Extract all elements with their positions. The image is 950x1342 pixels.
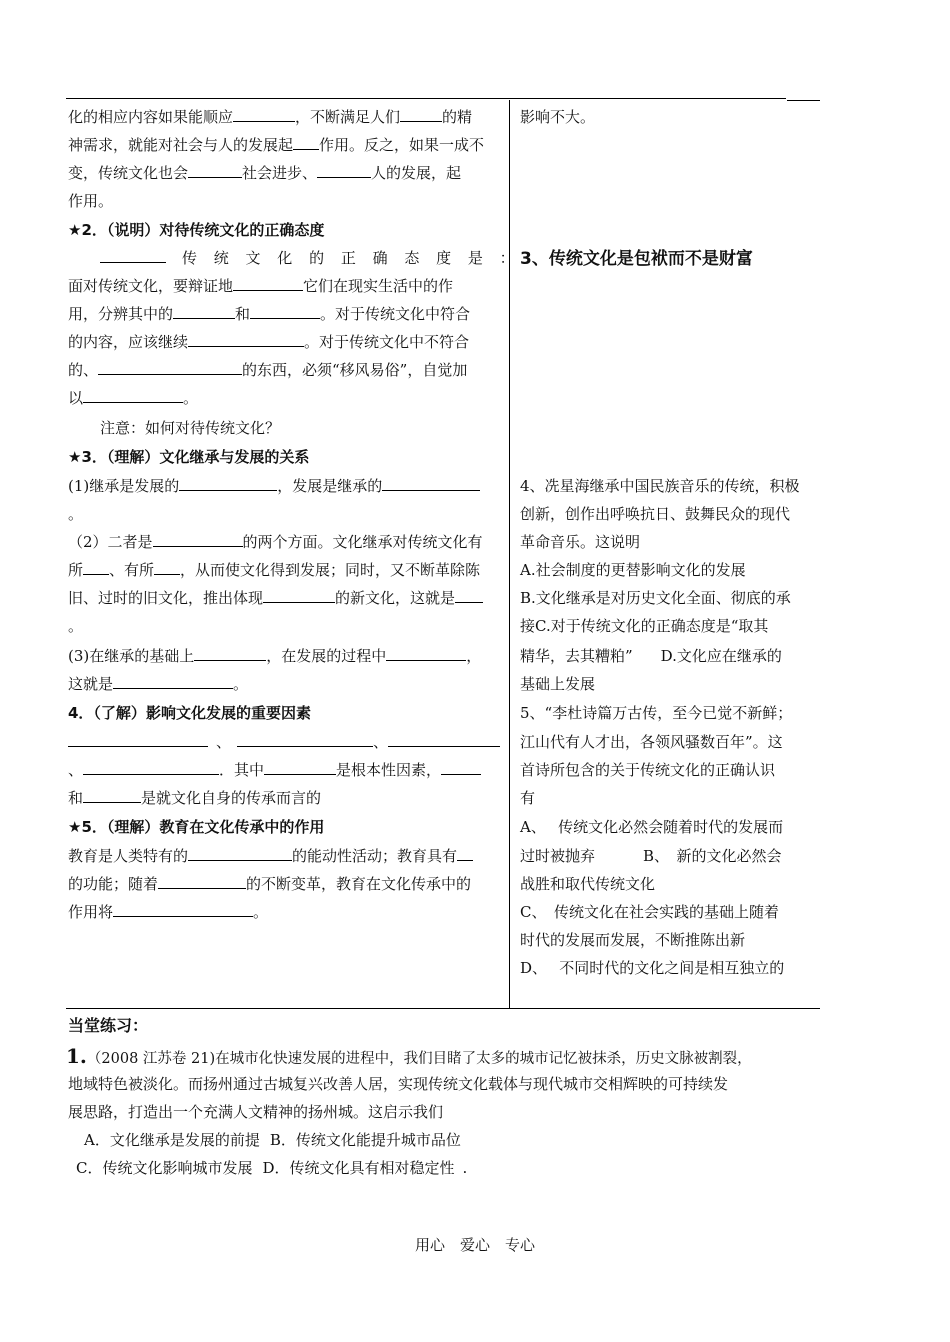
q4-option-d-end: 基础上发展 — [520, 675, 596, 693]
s5-line1: 教育是人类特有的 的能动性活动；教育具有 — [68, 846, 473, 866]
section3-heading: ★3．（理解）文化继承与发展的关系 — [68, 448, 310, 466]
q5-option-c: C、 传统文化在社会实践的基础上随着 — [520, 903, 779, 921]
practice-q1-line1: 1.（2008 江苏卷 21)在城市化快速发展的进程中，我们目睹了太多的城市记忆被抹杀，历史文脉被割裂， — [66, 1044, 752, 1068]
s2-line3: 用，分辨其中的 和 。对于传统文化中符合 — [68, 305, 471, 323]
s4-line3: 和 是就文化自身的传承而言的 — [68, 789, 322, 807]
header-rule — [66, 98, 786, 99]
s3-line2: 。 — [68, 505, 84, 523]
s5-line2: 的功能；随着 的不断变革，教育在文化传承中的 — [68, 875, 472, 893]
q5-line9: 时代的发展而发展，不断推陈出新 — [520, 931, 746, 949]
q4-option-c: 接C.对于传统文化的正确态度是“取其 — [520, 617, 769, 635]
practice-q1-options-cd: C．传统文化影响城市发展 D．传统文化具有相对稳定性 . — [76, 1159, 468, 1177]
s3-line5: 旧、过时的旧文化，推出体现 的新文化，这就是 — [68, 588, 483, 608]
right-continuation: 影响不大。 — [520, 108, 596, 126]
p1-line4: 作用。 — [68, 192, 114, 210]
s2-line6: 以 。 — [68, 389, 199, 407]
s3-line3: （2）二者是 的两个方面。文化继承对传统文化有 — [68, 533, 483, 551]
s3-line7: (3)在继承的基础上 ，在发展的过程中 ， — [68, 647, 482, 665]
practice-q1-line3: 展思路，打造出一个充满人文精神的扬州城。这启示我们 — [68, 1103, 444, 1121]
q4-line2: 创新，创作出呼唤抗日、鼓舞民众的现代 — [520, 505, 791, 523]
q5-line1: 5、“李杜诗篇万古传，至今已觉不新鲜； — [520, 704, 793, 722]
s3-line1: (1)继承是发展的 ，发展是继承的 — [68, 476, 480, 496]
practice-q1-line2: 地域特色被淡化。而扬州通过古城复兴改善人居，实现传统文化载体与现代城市交相辉映的可持续发 — [68, 1075, 729, 1093]
s4-line1: 、 、 — [68, 732, 500, 752]
q4-line7: 精华，去其糟粕” D.文化应在继承的 — [520, 647, 782, 665]
p1-line1: 化的相应内容如果能顺应 ，不断满足人们 的精 — [68, 108, 473, 126]
p1-line2: 神需求，就能对社会与人的发展起 作用。反之，如果一成不 — [68, 136, 485, 154]
q5-option-a: A、 传统文化必然会随着时代的发展而 — [520, 818, 784, 836]
q5-line3: 首诗所包含的关于传统文化的正确认识 — [520, 761, 776, 779]
q5-option-d: D、 不同时代的文化之间是相互独立的 — [520, 959, 785, 977]
s5-line3: 作用将 。 — [68, 903, 269, 921]
q4-line1: 4、冼星海继承中国民族音乐的传统，积极 — [520, 477, 800, 495]
q5-line6: 过时被抛弃 B、 新的文化必然会 — [520, 847, 782, 865]
s4-line2: 、 ．其中 是根本性因素， — [68, 760, 481, 780]
q4-line3: 革命音乐。这说明 — [520, 533, 641, 551]
s3-line6: 。 — [68, 617, 84, 635]
practice-q1-options-ab: A．文化继承是发展的前提 B．传统文化能提升城市品位 — [84, 1131, 461, 1149]
s2-line4: 的内容，应该继续 。对于传统文化中不符合 — [68, 333, 470, 351]
right-heading-3: 3、传统文化是包袱而不是财富 — [520, 249, 753, 269]
s3-line4: 所 、有所 ，从而使文化得到发展；同时，又不断革除陈 — [68, 561, 481, 579]
q5-line2: 江山代有人才出，各领风骚数百年”。这 — [520, 733, 783, 751]
practice-title: 当堂练习： — [68, 1016, 149, 1035]
s2-line1: 传 统 文 化 的 正 确 态 度 是 ： — [100, 248, 521, 268]
page-footer: 用心 爱心 专心 — [414, 1236, 535, 1254]
section4-heading: 4．（了解）影响文化发展的重要因素 — [68, 704, 311, 722]
column-divider — [509, 100, 510, 1009]
p1-line3: 变，传统文化也会 社会进步、 人的发展，起 — [68, 164, 462, 182]
section2-heading: ★2．（说明）对待传统文化的正确态度 — [68, 221, 325, 239]
s2-note: 注意：如何对待传统文化？ — [100, 419, 281, 437]
s2-line2: 面对传统文化，要辩证地 它们在现实生活中的作 — [68, 277, 454, 295]
section5-heading: ★5．（理解）教育在文化传承中的作用 — [68, 818, 325, 836]
s3-line8: 这就是 。 — [68, 675, 249, 693]
q5-line7: 战胜和取代传统文化 — [520, 875, 656, 893]
q4-option-b: B.文化继承是对历史文化全面、彻底的承 — [520, 589, 791, 607]
s2-line5: 的、 的东西，必须“移风易俗”，自觉加 — [68, 361, 468, 379]
q5-line4: 有 — [520, 789, 536, 807]
q4-option-a: A.社会制度的更替影响文化的发展 — [520, 561, 746, 579]
